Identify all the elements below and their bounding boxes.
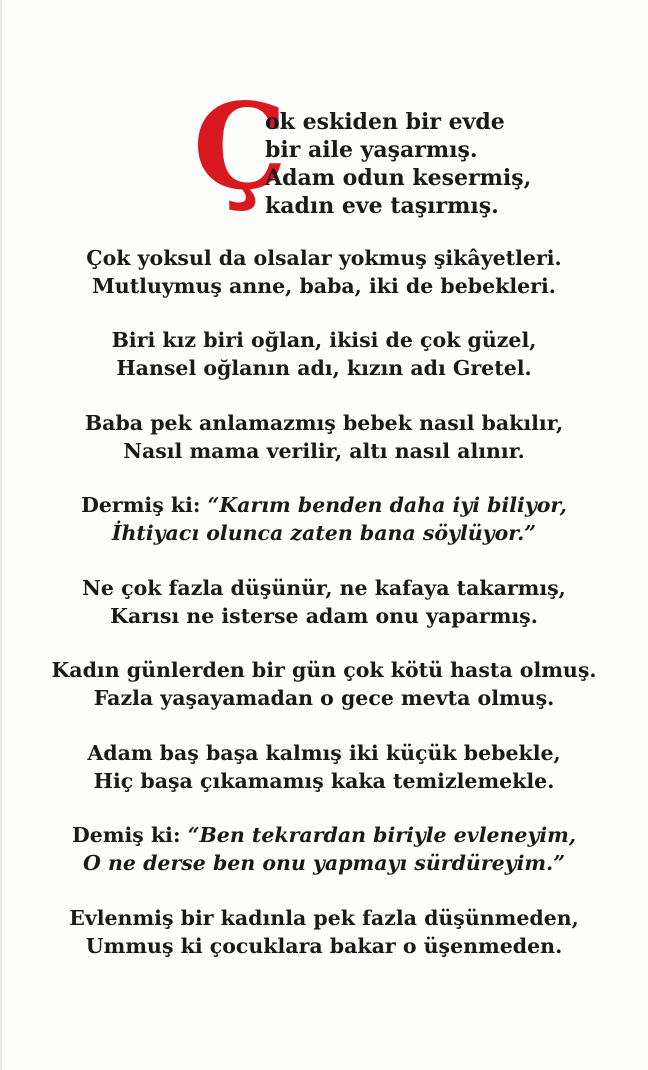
verse-line — [0, 491, 648, 519]
stanza-4 — [0, 491, 648, 547]
stanza-5 — [0, 574, 648, 630]
verse-line: Çok yoksul da olsalar yokmuş şikâyetleri. — [86, 246, 562, 270]
intro-block — [193, 77, 613, 223]
stanza-2 — [0, 326, 648, 382]
quote-line: İhtiyacı olunca zaten bana söylüyor.” — [111, 521, 537, 545]
intro-lines — [265, 108, 531, 220]
intro-line: Adam odun kesermiş, — [265, 165, 532, 191]
verse-line: Nasıl mama verilir, altı nasıl alınır. — [123, 439, 525, 463]
intro-line: kadın eve taşırmış. — [265, 193, 499, 219]
verse-line: Hansel oğlanın adı, kızın adı Gretel. — [116, 356, 532, 380]
verse-line: Ne çok fazla düşünür, ne kafaya takarmış, — [82, 576, 566, 600]
verse-line: Evlenmiş bir kadınla pek fazla düşünmeden, — [69, 906, 579, 930]
stanza-6 — [0, 656, 648, 712]
verse-line: Baba pek anlamazmış bebek nasıl bakılır, — [84, 411, 564, 435]
intro-line: bir aile yaşarmış. — [265, 137, 478, 163]
drop-cap: Ç — [193, 77, 287, 216]
stanza-8 — [0, 821, 648, 877]
quote-text: “Ben tekrardan biriyle evleneyim, — [187, 823, 576, 847]
verse-line: Fazla yaşayamadan o gece mevta olmuş. — [93, 686, 555, 710]
verse-line: Karısı ne isterse adam onu yaparmış. — [110, 604, 538, 628]
quote-line: O ne derse ben onu yapmayı sürdüreyim.” — [82, 851, 565, 875]
verse-line — [0, 821, 648, 849]
verse-line: Biri kız biri oğlan, ikisi de çok güzel, — [111, 328, 537, 352]
stanza-3 — [0, 409, 648, 465]
speech-prefix: Demiş ki: — [72, 823, 188, 847]
quote-text: “Karım benden daha iyi biliyor, — [207, 493, 567, 517]
stanza-9 — [0, 904, 648, 960]
speech-prefix: Dermiş ki: — [81, 493, 208, 517]
verse-line: Mutluymuş anne, baba, iki de bebekleri. — [92, 274, 556, 298]
verse-line: Ummuş ki çocuklara bakar o üşenmeden. — [85, 934, 563, 958]
verse-line: Kadın günlerden bir gün çok kötü hasta olmuş. — [51, 658, 597, 682]
stanza-7 — [0, 739, 648, 795]
verse-line: Hiç başa çıkamamış kaka temizlemekle. — [93, 769, 555, 793]
intro-line: ok eskiden bir evde — [265, 109, 505, 135]
verse-line: Adam baş başa kalmış iki küçük bebekle, — [87, 741, 561, 765]
stanza-1 — [0, 244, 648, 300]
